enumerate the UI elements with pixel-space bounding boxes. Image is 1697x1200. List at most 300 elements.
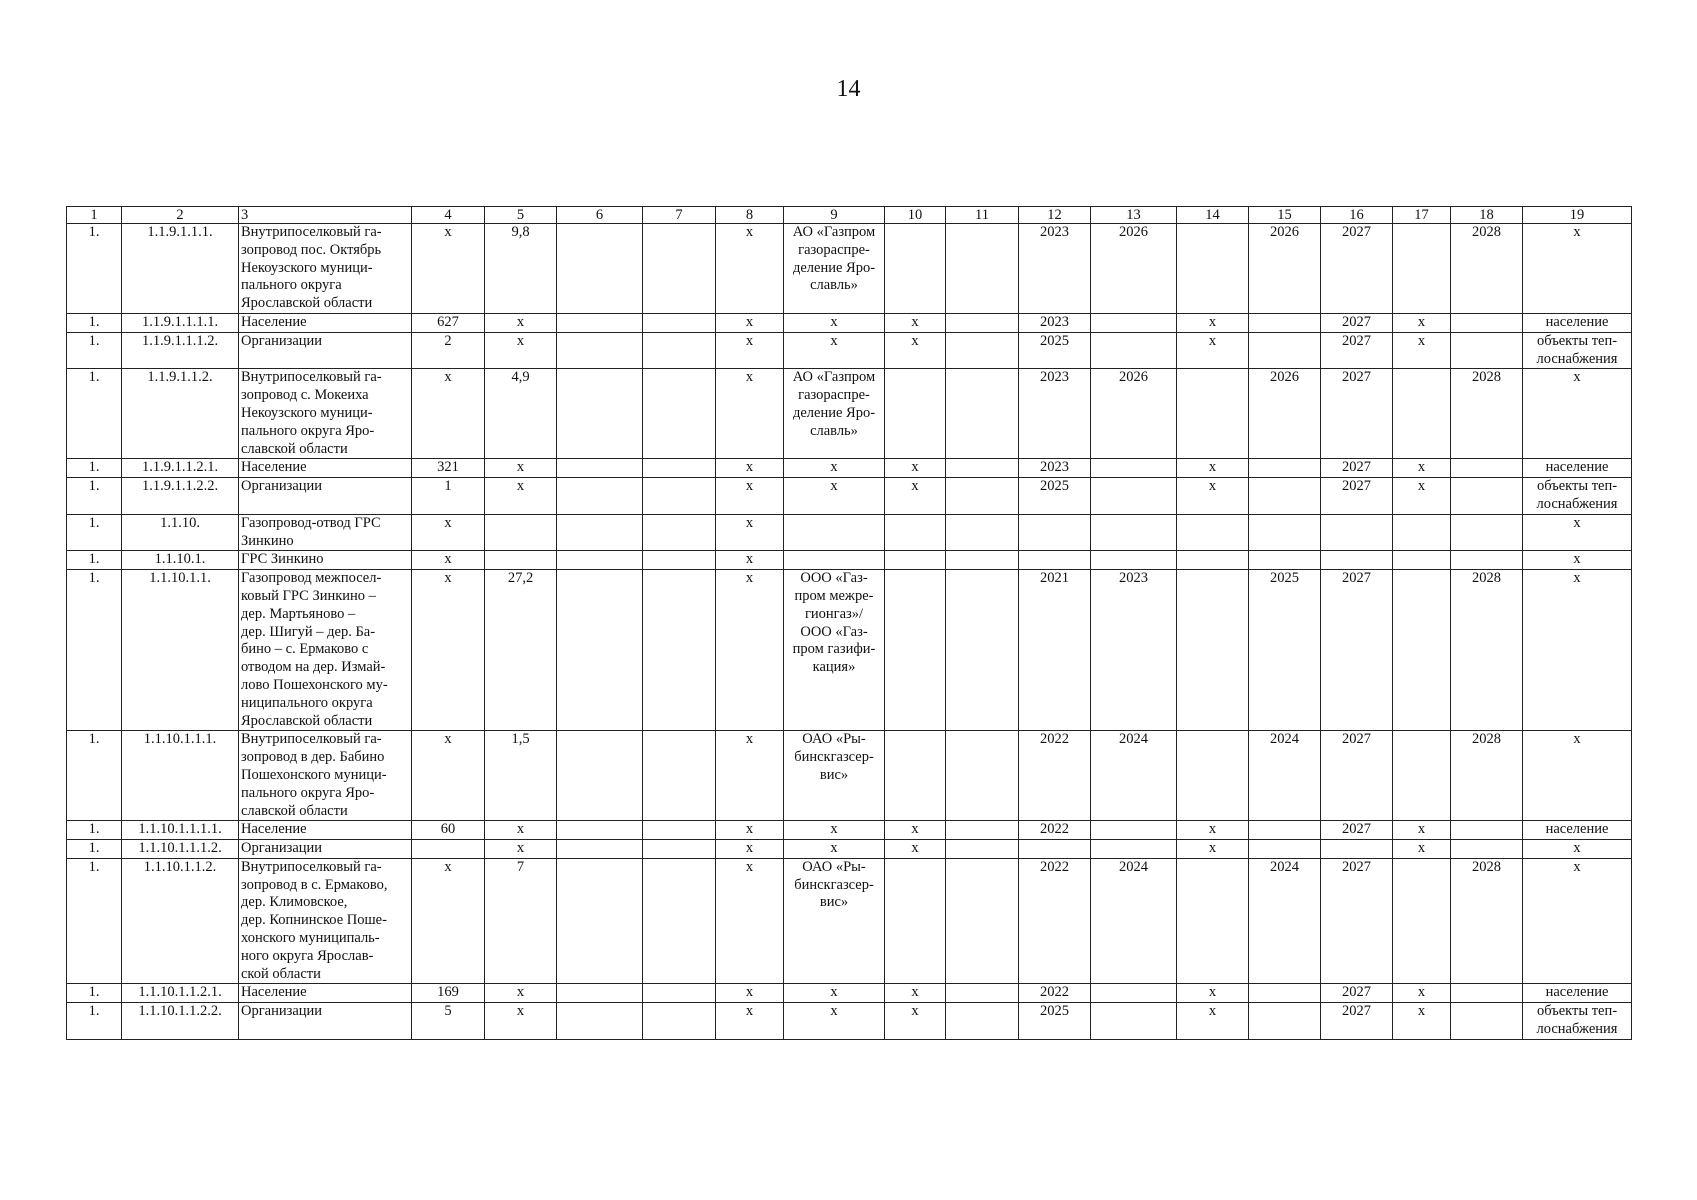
- table-cell: 2027: [1321, 478, 1393, 515]
- table-cell: х: [485, 840, 557, 859]
- table-cell: 2028: [1451, 858, 1523, 984]
- table-cell: [885, 570, 946, 731]
- table-cell: [643, 514, 716, 551]
- table-row: [67, 369, 1632, 459]
- table-cell: х: [885, 478, 946, 515]
- table-cell: [1177, 858, 1249, 984]
- table-cell: 1.1.10.1.1.1.2.: [122, 840, 239, 859]
- table-cell: [946, 840, 1019, 859]
- table-cell: 1.: [67, 332, 122, 369]
- table-cell: х: [716, 570, 784, 731]
- cell-line: газораспре-: [798, 241, 870, 258]
- table-cell: [239, 369, 412, 459]
- table-cell: [1393, 551, 1451, 570]
- column-header: 13: [1091, 207, 1177, 224]
- table-cell: [239, 570, 412, 731]
- table-cell: 1.1.10.1.1.: [122, 570, 239, 731]
- table-cell: [1177, 224, 1249, 314]
- table-cell: 2028: [1451, 224, 1523, 314]
- table-cell: [239, 858, 412, 984]
- table-cell: [1451, 313, 1523, 332]
- cell-line: Газопровод межпосел-: [241, 570, 382, 587]
- cell-line: бинскгазсер-: [794, 876, 874, 893]
- table-cell: х: [784, 984, 885, 1003]
- table-row: [67, 459, 1632, 478]
- cell-line: ской области: [241, 965, 321, 982]
- cell-line: АО «Газпром: [792, 369, 876, 386]
- table-cell: [885, 369, 946, 459]
- table-cell: [885, 514, 946, 551]
- cell-line: хонского муниципаль-: [241, 930, 380, 947]
- table-cell: х: [716, 332, 784, 369]
- table-cell: [1091, 551, 1177, 570]
- table-cell: [784, 731, 885, 821]
- table-cell: 2: [412, 332, 485, 369]
- table-cell: х: [485, 984, 557, 1003]
- table-cell: 2024: [1091, 731, 1177, 821]
- table-cell: [239, 731, 412, 821]
- table-cell: х: [716, 858, 784, 984]
- cell-line: зопровод с. Мокеиха: [241, 387, 369, 404]
- column-header: 11: [946, 207, 1019, 224]
- table-cell: 1.: [67, 313, 122, 332]
- table-cell: х: [716, 514, 784, 551]
- table-cell: [1523, 1003, 1632, 1040]
- cell-line: зопровод в с. Ермаково,: [241, 876, 388, 893]
- table-cell: 1.1.9.1.1.2.2.: [122, 478, 239, 515]
- table-row: [67, 858, 1632, 984]
- cell-line: пального округа Яро-: [241, 422, 375, 439]
- table-cell: [557, 984, 643, 1003]
- table-cell: 5: [412, 1003, 485, 1040]
- table-cell: [239, 514, 412, 551]
- table-cell: 1.1.10.: [122, 514, 239, 551]
- table-cell: 2028: [1451, 369, 1523, 459]
- table-cell: 2027: [1321, 369, 1393, 459]
- table-cell: 2022: [1019, 821, 1091, 840]
- table-cell: 1.: [67, 478, 122, 515]
- table-cell: 2027: [1321, 570, 1393, 731]
- table-cell: х: [1523, 514, 1632, 551]
- table-row: [67, 570, 1632, 731]
- table-cell: 627: [412, 313, 485, 332]
- table-cell: 1.1.10.1.1.2.1.: [122, 984, 239, 1003]
- table-cell: 2022: [1019, 858, 1091, 984]
- cell-line: Внутрипоселковый га-: [241, 224, 382, 240]
- table-cell: [1019, 551, 1091, 570]
- table-cell: [1091, 1003, 1177, 1040]
- table-cell: [1249, 821, 1321, 840]
- table-cell: [946, 821, 1019, 840]
- table-cell: х: [485, 1003, 557, 1040]
- table-cell: 2023: [1019, 459, 1091, 478]
- table-cell: [946, 478, 1019, 515]
- table-cell: [643, 821, 716, 840]
- table-cell: 2028: [1451, 570, 1523, 731]
- table-cell: х: [1393, 1003, 1451, 1040]
- table-cell: х: [716, 1003, 784, 1040]
- cell-line: славской области: [241, 802, 348, 819]
- cell-line: пального округа: [241, 277, 342, 294]
- table-cell: [643, 1003, 716, 1040]
- table-cell: 1.: [67, 570, 122, 731]
- table-cell: [643, 858, 716, 984]
- table-cell: [1321, 551, 1393, 570]
- table-cell: х: [412, 551, 485, 570]
- table-cell: [557, 551, 643, 570]
- column-header: 2: [122, 207, 239, 224]
- table-cell: [1249, 313, 1321, 332]
- table-cell: 9,8: [485, 224, 557, 314]
- column-header: 5: [485, 207, 557, 224]
- table-cell: 60: [412, 821, 485, 840]
- table-cell: Организации: [239, 840, 412, 859]
- cell-line: газораспре-: [798, 387, 870, 404]
- table-cell: [485, 551, 557, 570]
- table-row: [67, 332, 1632, 369]
- table-row: [67, 821, 1632, 840]
- column-header: 16: [1321, 207, 1393, 224]
- table-cell: [643, 570, 716, 731]
- table-cell: 1.1.10.1.1.2.2.: [122, 1003, 239, 1040]
- table-cell: 1.: [67, 551, 122, 570]
- table-cell: 2027: [1321, 459, 1393, 478]
- table-cell: [1451, 478, 1523, 515]
- table-cell: [946, 858, 1019, 984]
- cell-line: ного округа Ярослав-: [241, 947, 374, 964]
- table-row: [67, 551, 1632, 570]
- cell-line: славль»: [810, 277, 858, 294]
- table-cell: [784, 224, 885, 314]
- table-cell: [1177, 731, 1249, 821]
- table-cell: [946, 224, 1019, 314]
- table-cell: Население: [239, 313, 412, 332]
- table-cell: х: [485, 459, 557, 478]
- table-cell: Организации: [239, 478, 412, 515]
- column-header: 10: [885, 207, 946, 224]
- table-cell: х: [412, 570, 485, 731]
- table-cell: [946, 459, 1019, 478]
- table-cell: 2026: [1249, 369, 1321, 459]
- table-cell: х: [1177, 459, 1249, 478]
- table-cell: 2026: [1091, 224, 1177, 314]
- cell-line: лоснабжения: [1536, 495, 1618, 512]
- table-cell: 2025: [1019, 332, 1091, 369]
- table-cell: х: [1393, 984, 1451, 1003]
- table-cell: [885, 731, 946, 821]
- cell-line: ООО «Газ-: [800, 570, 868, 587]
- table-cell: х: [716, 984, 784, 1003]
- table-cell: 2027: [1321, 332, 1393, 369]
- table-cell: х: [716, 459, 784, 478]
- table-cell: [1393, 514, 1451, 551]
- table-cell: [946, 332, 1019, 369]
- table-cell: 1.: [67, 514, 122, 551]
- cell-line: бино – с. Ермаково с: [241, 641, 369, 658]
- table-cell: [1393, 224, 1451, 314]
- table-cell: х: [716, 821, 784, 840]
- column-header: 14: [1177, 207, 1249, 224]
- table-cell: 2027: [1321, 731, 1393, 821]
- cell-line: Зинкино: [241, 532, 294, 549]
- table-cell: 1.1.10.1.1.1.1.: [122, 821, 239, 840]
- table-cell: х: [485, 313, 557, 332]
- table-row: [67, 984, 1632, 1003]
- cell-line: дер. Климовское,: [241, 894, 348, 911]
- table-cell: х: [412, 224, 485, 314]
- table-cell: [1393, 858, 1451, 984]
- table-cell: 2025: [1019, 1003, 1091, 1040]
- table-cell: 1.: [67, 821, 122, 840]
- table-cell: 2021: [1019, 570, 1091, 731]
- table-cell: [643, 224, 716, 314]
- table-cell: [557, 369, 643, 459]
- table-cell: [1249, 984, 1321, 1003]
- table-cell: 2024: [1249, 858, 1321, 984]
- cell-line: Некоузского муници-: [241, 404, 373, 421]
- cell-line: пром межре-: [794, 587, 874, 604]
- table-cell: х: [784, 313, 885, 332]
- table-cell: 2022: [1019, 984, 1091, 1003]
- column-header: 3: [239, 207, 412, 224]
- table-cell: 1.: [67, 369, 122, 459]
- table-cell: 1.1.9.1.1.1.1.: [122, 313, 239, 332]
- table-cell: х: [784, 332, 885, 369]
- table-cell: [946, 514, 1019, 551]
- table-cell: [1249, 514, 1321, 551]
- table-cell: х: [485, 478, 557, 515]
- table-cell: 2027: [1321, 821, 1393, 840]
- table-cell: х: [784, 459, 885, 478]
- table-cell: [643, 984, 716, 1003]
- table-cell: [1177, 551, 1249, 570]
- table-cell: [1249, 459, 1321, 478]
- table-cell: [557, 478, 643, 515]
- column-header: 6: [557, 207, 643, 224]
- column-header: 15: [1249, 207, 1321, 224]
- table-cell: [557, 821, 643, 840]
- table-cell: [784, 570, 885, 731]
- table-cell: х: [1393, 332, 1451, 369]
- table-cell: 321: [412, 459, 485, 478]
- table-cell: [1321, 840, 1393, 859]
- table-cell: х: [885, 313, 946, 332]
- table-cell: [1177, 570, 1249, 731]
- table-cell: 1.: [67, 984, 122, 1003]
- table-cell: население: [1523, 459, 1632, 478]
- column-header: 1: [67, 207, 122, 224]
- column-header: 4: [412, 207, 485, 224]
- table-cell: [1019, 840, 1091, 859]
- table-cell: х: [412, 731, 485, 821]
- table-cell: [1523, 332, 1632, 369]
- table-cell: [1019, 514, 1091, 551]
- table-cell: х: [1177, 478, 1249, 515]
- table-cell: 4,9: [485, 369, 557, 459]
- table-cell: 1.1.10.1.: [122, 551, 239, 570]
- cell-line: объекты теп-: [1536, 1003, 1618, 1020]
- table-cell: х: [885, 840, 946, 859]
- table-cell: [643, 551, 716, 570]
- table-cell: 169: [412, 984, 485, 1003]
- table-cell: [1249, 840, 1321, 859]
- table-cell: [1393, 369, 1451, 459]
- table-row: [67, 731, 1632, 821]
- table-cell: х: [412, 369, 485, 459]
- data-table: [66, 206, 1632, 1040]
- table-cell: Организации: [239, 332, 412, 369]
- cell-line: АО «Газпром: [792, 224, 876, 240]
- table-cell: х: [885, 459, 946, 478]
- table-cell: [1091, 984, 1177, 1003]
- table-cell: х: [885, 821, 946, 840]
- table-cell: 1.1.9.1.1.2.: [122, 369, 239, 459]
- table-cell: 1,5: [485, 731, 557, 821]
- table-cell: [557, 514, 643, 551]
- table-row: [67, 313, 1632, 332]
- table-cell: х: [412, 858, 485, 984]
- cell-line: объекты теп-: [1536, 478, 1618, 495]
- table-cell: [1091, 459, 1177, 478]
- table-cell: 2027: [1321, 858, 1393, 984]
- table-cell: [946, 1003, 1019, 1040]
- table-cell: [557, 332, 643, 369]
- table-cell: [784, 551, 885, 570]
- column-header: 19: [1523, 207, 1632, 224]
- table-cell: [557, 840, 643, 859]
- table-cell: [1091, 840, 1177, 859]
- table-cell: [1451, 840, 1523, 859]
- table-cell: [1091, 313, 1177, 332]
- cell-line: кация»: [812, 659, 856, 676]
- table-cell: х: [716, 224, 784, 314]
- cell-line: дер. Мартьяново –: [241, 605, 356, 622]
- cell-line: Некоузского муници-: [241, 259, 373, 276]
- table-cell: [485, 514, 557, 551]
- table-cell: [1451, 551, 1523, 570]
- table-cell: [885, 551, 946, 570]
- table-cell: х: [1393, 840, 1451, 859]
- table-cell: [1249, 1003, 1321, 1040]
- table-cell: х: [485, 821, 557, 840]
- table-cell: [643, 332, 716, 369]
- table-cell: х: [1177, 840, 1249, 859]
- table-cell: [557, 224, 643, 314]
- table-cell: х: [784, 821, 885, 840]
- table-cell: х: [1523, 858, 1632, 984]
- table-cell: [643, 313, 716, 332]
- table-cell: х: [716, 478, 784, 515]
- cell-line: вис»: [819, 766, 849, 783]
- table-cell: [784, 369, 885, 459]
- table-cell: 2023: [1019, 369, 1091, 459]
- table-cell: 1.1.10.1.1.2.: [122, 858, 239, 984]
- cell-line: пального округа Яро-: [241, 784, 375, 801]
- table-cell: [1451, 984, 1523, 1003]
- table-cell: [239, 224, 412, 314]
- table-cell: х: [1393, 821, 1451, 840]
- table-cell: [643, 459, 716, 478]
- cell-line: лово Пошехонского му-: [241, 676, 388, 693]
- table-cell: население: [1523, 313, 1632, 332]
- cell-line: пром газифи-: [792, 641, 876, 658]
- table-cell: [1091, 478, 1177, 515]
- cell-line: славской области: [241, 440, 348, 457]
- table-cell: 2024: [1091, 858, 1177, 984]
- table-cell: х: [1393, 313, 1451, 332]
- table-cell: [1321, 514, 1393, 551]
- column-header: 18: [1451, 207, 1523, 224]
- table-cell: 1.: [67, 840, 122, 859]
- table-cell: Население: [239, 459, 412, 478]
- table-cell: 27,2: [485, 570, 557, 731]
- table-cell: х: [485, 332, 557, 369]
- table-cell: [946, 570, 1019, 731]
- cell-line: отводом на дер. Измай-: [241, 659, 386, 676]
- table-cell: х: [1177, 821, 1249, 840]
- table-cell: х: [1523, 551, 1632, 570]
- table-cell: население: [1523, 984, 1632, 1003]
- table-cell: 2027: [1321, 1003, 1393, 1040]
- table-cell: 2025: [1249, 570, 1321, 731]
- cell-line: Пошехонского муници-: [241, 766, 387, 783]
- table-cell: [946, 731, 1019, 821]
- cell-line: Ярославской области: [241, 712, 373, 729]
- table-cell: [643, 731, 716, 821]
- cell-line: гионгаз»/: [804, 605, 864, 622]
- header-row: [67, 207, 1632, 224]
- table-row: [67, 514, 1632, 551]
- table-cell: х: [1177, 1003, 1249, 1040]
- table-cell: [885, 224, 946, 314]
- cell-line: объекты теп-: [1536, 332, 1618, 349]
- column-header: 9: [784, 207, 885, 224]
- table-cell: [946, 313, 1019, 332]
- cell-line: Внутрипоселковый га-: [241, 858, 382, 875]
- table-cell: 1.1.10.1.1.1.: [122, 731, 239, 821]
- table-cell: 2024: [1249, 731, 1321, 821]
- table-cell: 2025: [1019, 478, 1091, 515]
- table-cell: [643, 840, 716, 859]
- table-cell: х: [885, 984, 946, 1003]
- table-cell: 2027: [1321, 984, 1393, 1003]
- cell-line: дер. Копнинское Поше-: [241, 912, 387, 929]
- table-cell: 1.: [67, 224, 122, 314]
- cell-line: ООО «Газ-: [800, 623, 868, 640]
- table-cell: 1.1.9.1.1.2.1.: [122, 459, 239, 478]
- table-cell: 1.1.9.1.1.1.: [122, 224, 239, 314]
- table-cell: х: [412, 514, 485, 551]
- cell-line: деление Яро-: [792, 259, 876, 276]
- table-cell: [784, 858, 885, 984]
- table-cell: [557, 570, 643, 731]
- table-cell: Население: [239, 984, 412, 1003]
- table-cell: ГРС Зинкино: [239, 551, 412, 570]
- table-cell: [412, 840, 485, 859]
- table-cell: х: [716, 551, 784, 570]
- table-cell: [643, 478, 716, 515]
- table-cell: х: [716, 369, 784, 459]
- table-cell: Организации: [239, 1003, 412, 1040]
- table-cell: [1249, 478, 1321, 515]
- table-cell: [946, 984, 1019, 1003]
- table-cell: [1177, 369, 1249, 459]
- cell-line: ковый ГРС Зинкино –: [241, 587, 376, 604]
- table-cell: х: [885, 332, 946, 369]
- table-cell: [885, 858, 946, 984]
- table-cell: [784, 514, 885, 551]
- cell-line: Внутрипоселковый га-: [241, 369, 382, 386]
